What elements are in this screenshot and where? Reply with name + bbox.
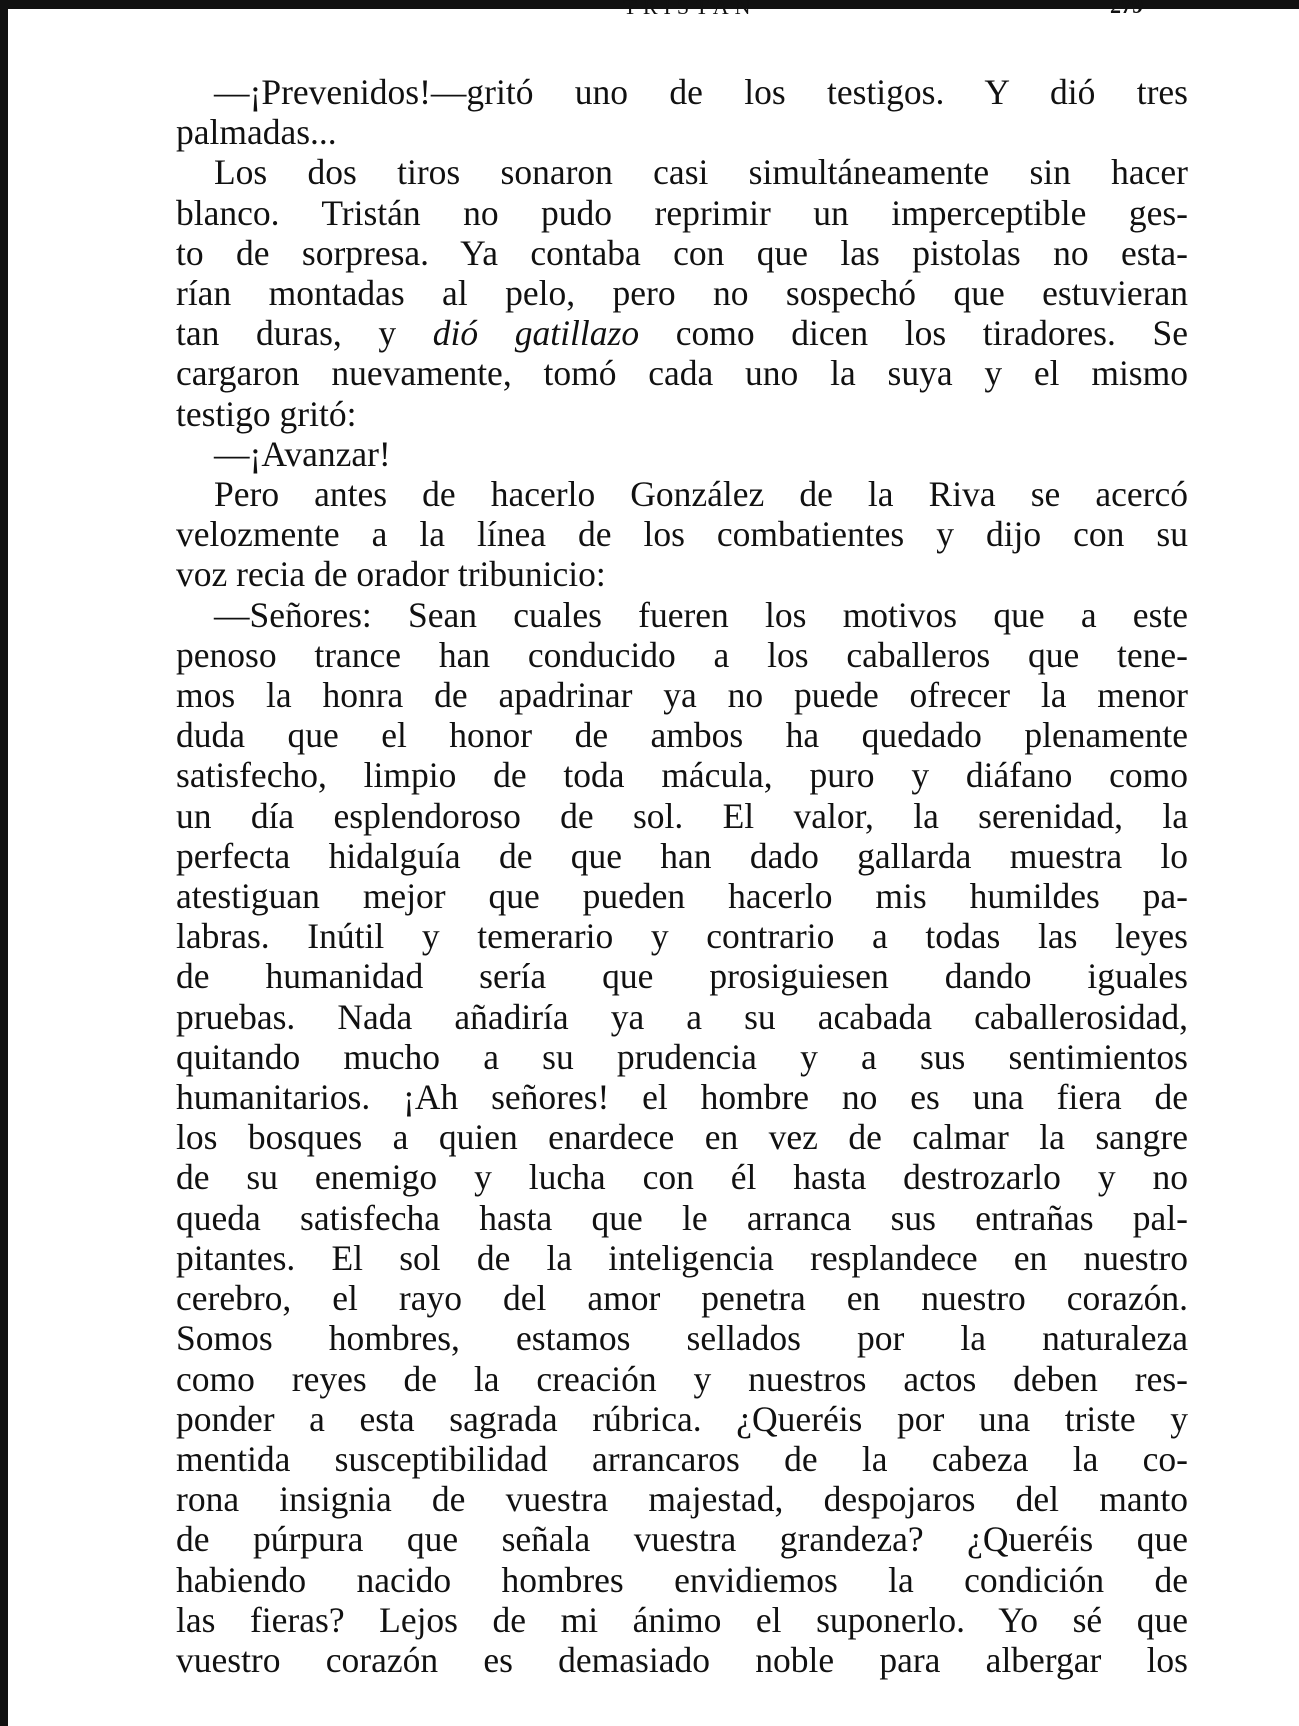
text-line: perfecta hidalguía de que han dado gallarda muestra lo: [176, 835, 1188, 876]
paragraph-avanzar: [176, 434, 1188, 474]
text-line: satisfecho, limpio de toda mácula, puro y diáfano como: [176, 755, 1188, 796]
text-line: —Señores: Sean cuales fueren los motivos que a este: [214, 594, 1188, 635]
text-line: ponder a esta sagrada rúbrica. ¿Queréis por una triste y: [176, 1398, 1188, 1439]
text-line: velozmente a la línea de los combatientes y dijo con su: [176, 514, 1188, 555]
text-line: Pero antes de hacerlo González de la Riva se acercó: [214, 474, 1188, 515]
text-line: palmadas...: [176, 112, 337, 153]
text-line: pruebas. Nada añadiría ya a su acabada caballerosidad,: [176, 996, 1188, 1037]
text-line: labras. Inútil y temerario y contrario a todas las leyes: [176, 916, 1188, 957]
text-line: quitando mucho a su prudencia y a sus sentimientos: [176, 1036, 1188, 1077]
italic-phrase: dió gatillazo: [432, 313, 640, 354]
text-fragment: tan duras, y: [176, 313, 433, 354]
paragraph-pero-antes: [176, 474, 1188, 595]
page-body: [176, 72, 1188, 1680]
text-fragment: como dicen los tiradores. Se: [639, 313, 1189, 354]
text-line: queda satisfecha hasta que le arranca sus entrañas pal-: [176, 1197, 1188, 1238]
running-head: TRISTAN: [623, 0, 757, 19]
text-line: mos la honra de apadrinar ya no puede ofrecer la menor: [176, 675, 1188, 716]
text-line: Somos hombres, estamos sellados por la naturaleza: [176, 1318, 1188, 1359]
text-line-with-italic: [176, 313, 1188, 353]
text-line: rían montadas al pelo, pero no sospechó que estuvieran: [176, 273, 1188, 314]
text-line: blanco. Tristán no pudo reprimir un imperceptible ges-: [176, 192, 1188, 233]
text-line: de humanidad sería que prosiguiesen dando iguales: [176, 956, 1188, 997]
text-line: Los dos tiros sonaron casi simultáneamente sin hacer: [214, 152, 1188, 193]
text-line: pitantes. El sol de la inteligencia resplandece en nuestro: [176, 1237, 1188, 1278]
text-line: atestiguan mejor que pueden hacerlo mis humildes pa-: [176, 876, 1188, 917]
text-line: mentida susceptibilidad arrancaros de la cabeza la co-: [176, 1438, 1188, 1479]
text-line: testigo gritó:: [176, 393, 357, 434]
paragraph-prevenidos: [176, 72, 1188, 152]
text-line: habiendo nacido hombres envidiemos la condición de: [176, 1559, 1188, 1600]
text-line: to de sorpresa. Ya contaba con que las pistolas no esta-: [176, 232, 1188, 273]
text-line: voz recia de orador tribunicio:: [176, 554, 606, 595]
text-line: de púrpura que señala vuestra grandeza? ¿Queréis que: [176, 1519, 1188, 1560]
text-line: —¡Prevenidos!—gritó uno de los testigos. Y dió tres: [214, 72, 1188, 112]
text-line: humanitarios. ¡Ah señores! el hombre no es una fiera de: [176, 1077, 1188, 1118]
text-line: cargaron nuevamente, tomó cada uno la suya y el mismo: [176, 353, 1188, 394]
text-line: —¡Avanzar!: [214, 433, 391, 474]
page-number: 279: [1110, 0, 1143, 18]
text-line: como reyes de la creación y nuestros actos deben res-: [176, 1358, 1188, 1399]
left-border-rule: [0, 0, 8, 1726]
text-line: los bosques a quien enardece en vez de calmar la sangre: [176, 1117, 1188, 1158]
text-line: duda que el honor de ambos ha quedado plenamente: [176, 715, 1188, 756]
text-line: vuestro corazón es demasiado noble para albergar los: [176, 1639, 1188, 1680]
text-line: un día esplendoroso de sol. El valor, la serenidad, la: [176, 795, 1188, 836]
paragraph-los-dos-tiros: [176, 152, 1188, 433]
text-line: de su enemigo y lucha con él hasta destrozarlo y no: [176, 1157, 1188, 1198]
text-line: cerebro, el rayo del amor penetra en nuestro corazón.: [176, 1278, 1188, 1319]
text-line: las fieras? Lejos de mi ánimo el suponerlo. Yo sé que: [176, 1599, 1188, 1640]
text-line: rona insignia de vuestra majestad, despojaros del manto: [176, 1479, 1188, 1520]
paragraph-senores-speech: [176, 595, 1188, 1680]
text-line: penoso trance han conducido a los caballeros que tene-: [176, 634, 1188, 675]
